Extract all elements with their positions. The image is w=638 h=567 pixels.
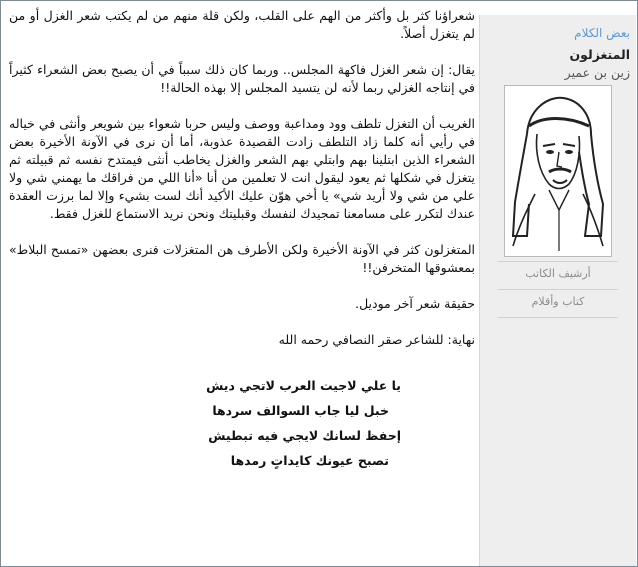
- article-paragraph-4: المتغزلون كثر في الآونة الأخيرة ولكن الأطرف هن المتغزلات فنرى بعضهن «تمسح البلاط» بمعشوقها المتخرفن!!: [9, 242, 475, 275]
- poem-line: تصبح عيونك كايداتٍ رمدها: [230, 453, 389, 468]
- article-title: المتغزلون: [569, 47, 630, 62]
- author-photo: [504, 85, 612, 257]
- writers-link[interactable]: كتاب وأقلام: [531, 295, 585, 308]
- author-archive-link[interactable]: أرشيف الكاتب: [525, 267, 591, 280]
- author-sidebar: [479, 15, 636, 567]
- poem-line: خبل ليا جاب السوالف سردها: [212, 403, 389, 418]
- article-paragraph-6: نهاية: للشاعر صقر النصافي رحمه الله: [278, 332, 475, 347]
- sidebar-divider: [498, 261, 618, 262]
- author-name[interactable]: زين بن عمير: [564, 65, 630, 80]
- poem: [9, 373, 475, 473]
- author-portrait-sketch: [505, 86, 611, 256]
- article-paragraph-2: يقال: إن شعر الغزل فاكهة المجلس.. وربما كان ذلك سبباً في أن يصبح بعض الشعراء كثيراً في إنتاجه الغزلي ربما لأنه لن يتسيد المجلس إلا بهذه الحالة!!: [9, 62, 475, 95]
- article-paragraph-1: شعراؤنا كثر بل وأكثر من الهم على القلب، ولكن قلة منهم من لم يكتب شعر الغزل أو من لم يتغزل أصلاً.: [9, 8, 475, 41]
- sidebar-divider: [498, 317, 618, 318]
- article-paragraph-3: الغريب أن التغزل تلطف وود ومداعبة ووصف وليس حربا شعواء بين شويعر وأنثى في خياله في رأيي أنه كلما زاد التلطف زادت القصيدة عذوبة، أما أن نرى في الآونة الأخيرة بعض الشعراء الذين ابتلينا بهم وابتلي بهم الشعر والغزل يخاطب أنثى فيمتدح نفسه ثم قبيلته ثم يتغزل في شكلها ثم يعود ليقول انت لا تعلمين من أنا «أنا اللي من فراقك ما يهمني شي ولا علي من شي ولا أريد شي» يا أخي هوّن عليك الأكيد أنك لست بشيء وإلا لما برزت العقدة عندك لتكرر على مسامعنا تمجيدك لنفسك وقبليتك ونحن نريد الاستماع للغزل فقط.: [9, 116, 475, 221]
- sidebar-divider: [498, 289, 618, 290]
- article-paragraph-5: حقيقة شعر آخر موديل.: [355, 296, 475, 311]
- poem-line: يا علي لاجيت العرب لاتجي ديش: [206, 378, 401, 393]
- column-section-label[interactable]: بعض الكلام: [574, 26, 630, 40]
- article-body: [9, 7, 475, 567]
- poem-line: إحفظ لسانك لايجي فيه تبطيش: [208, 428, 401, 443]
